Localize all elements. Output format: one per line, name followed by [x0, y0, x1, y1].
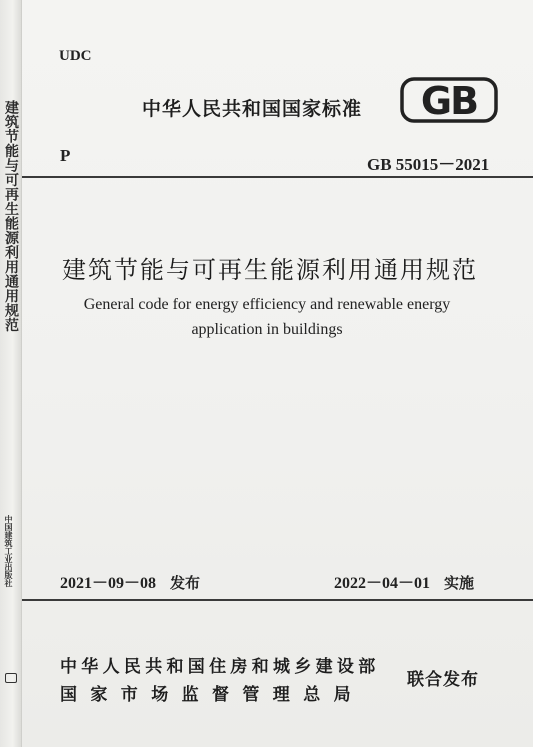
effective-date: [334, 570, 474, 593]
effective-label: 实施: [444, 574, 475, 592]
publisher-logo-icon: [5, 673, 17, 683]
category-letter: P: [60, 146, 71, 165]
gb-logo-text: GB: [420, 79, 478, 123]
title-english: [22, 292, 512, 342]
issuer-administration: 国家市场监督管理总局: [60, 685, 364, 705]
gb-logo-icon: [400, 75, 498, 125]
joint-release-label: 联合发布: [407, 670, 479, 690]
release-date-value: 2021－09－08: [60, 575, 157, 592]
title-english-line-1: General code for energy efficiency and renewable energy: [83, 296, 451, 313]
release-date: [60, 570, 200, 593]
book-spine: [0, 0, 22, 747]
issuer-ministry: 中华人民共和国住房和城乡建设部: [60, 657, 380, 677]
spine-publisher: 中国建筑工业出版社: [4, 515, 13, 587]
title-english-line-2: application in buildings: [191, 321, 343, 338]
udc-label: UDC: [59, 48, 92, 64]
standard-number: GB 55015－2021: [367, 155, 490, 174]
spine-title: 建筑节能与可再生能源利用通用规范: [3, 100, 19, 332]
top-divider: [22, 176, 533, 178]
release-label: 发布: [170, 574, 201, 592]
book-cover: [22, 0, 533, 747]
bottom-divider: [22, 599, 533, 601]
effective-date-value: 2022－04－01: [334, 575, 431, 592]
title-chinese: 建筑节能与可再生能源利用通用规范: [62, 256, 478, 284]
standard-country-heading: 中华人民共和国国家标准: [142, 98, 363, 120]
